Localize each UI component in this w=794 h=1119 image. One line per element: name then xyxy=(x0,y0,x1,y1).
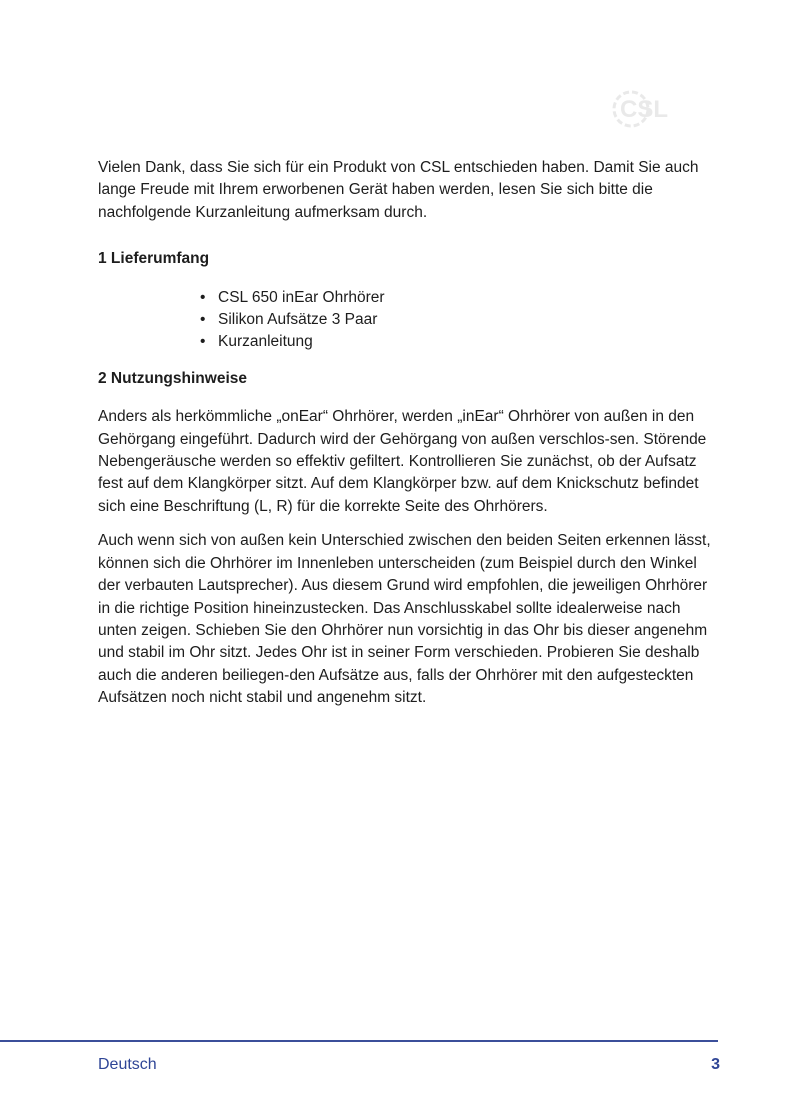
page-content xyxy=(98,157,720,710)
delivery-list xyxy=(98,287,720,354)
list-item: • Kurzanleitung xyxy=(200,331,720,353)
bullet-icon: • xyxy=(200,311,206,329)
list-item: • CSL 650 inEar Ohrhörer xyxy=(200,287,720,309)
usage-paragraph-2: Auch wenn sich von außen kein Unterschied zwischen den beiden Seiten erkennen lässt, können sich die Ohrhörer im Innenleben unterscheiden (zum Beispiel durch den Winkel der verbauten Lautsprecher). Aus diesem Grund wird empfohlen, die jeweiligen Ohrhörer in die richtige Position hineinzustecken. Das Anschlusskabel sollte idealerweise nach unten zeigen. Schieben Sie den Ohrhörer nun vorsichtig in das Ohr bis dieser angenehm und stabil im Ohr sitzt. Jedes Ohr ist in seiner Form verschieden. Probieren Sie deshalb auch die anderen beiliegen-den Aufsätze aus, falls der Ohrhörer mit den aufgesteckten Aufsätzen noch nicht stabil und angenehm sitzt. xyxy=(98,532,711,707)
bullet-icon: • xyxy=(200,288,206,306)
bullet-icon: • xyxy=(200,333,206,351)
csl-logo xyxy=(608,86,714,132)
footer-divider xyxy=(0,1040,718,1042)
intro-paragraph: Vielen Dank, dass Sie sich für ein Produkt von CSL entschieden haben. Damit Sie auch lange Freude mit Ihrem erworbenen Gerät haben werden, lesen Sie sich bitte die nachfolgende Kurzanleitung aufmerksam durch. xyxy=(98,159,699,221)
list-item: • Silikon Aufsätze 3 Paar xyxy=(200,309,720,331)
section-heading-nutzungshinweise: 2 Nutzungshinweise xyxy=(98,369,247,387)
page-number: 3 xyxy=(711,1056,720,1073)
footer-language: Deutsch xyxy=(98,1056,157,1073)
section-heading-lieferumfang: 1 Lieferumfang xyxy=(98,250,210,268)
csl-logo-text: CSL xyxy=(620,96,668,123)
usage-paragraph-1: Anders als herkömmliche „onEar“ Ohrhörer, werden „inEar“ Ohrhörer von außen in den Gehörgang eingeführt. Dadurch wird der Gehörgang von außen verschlos-sen. Störende Nebengeräusche werden so effektiv gefiltert. Kontrollieren Sie zunächst, ob der Aufsatz fest auf dem Klangkörper sitzt. Auf dem Klangkörper bzw. auf dem Knickschutz befindet sich eine Beschriftung (L, R) für die korrekte Seite des Ohrhörers. xyxy=(98,408,707,515)
